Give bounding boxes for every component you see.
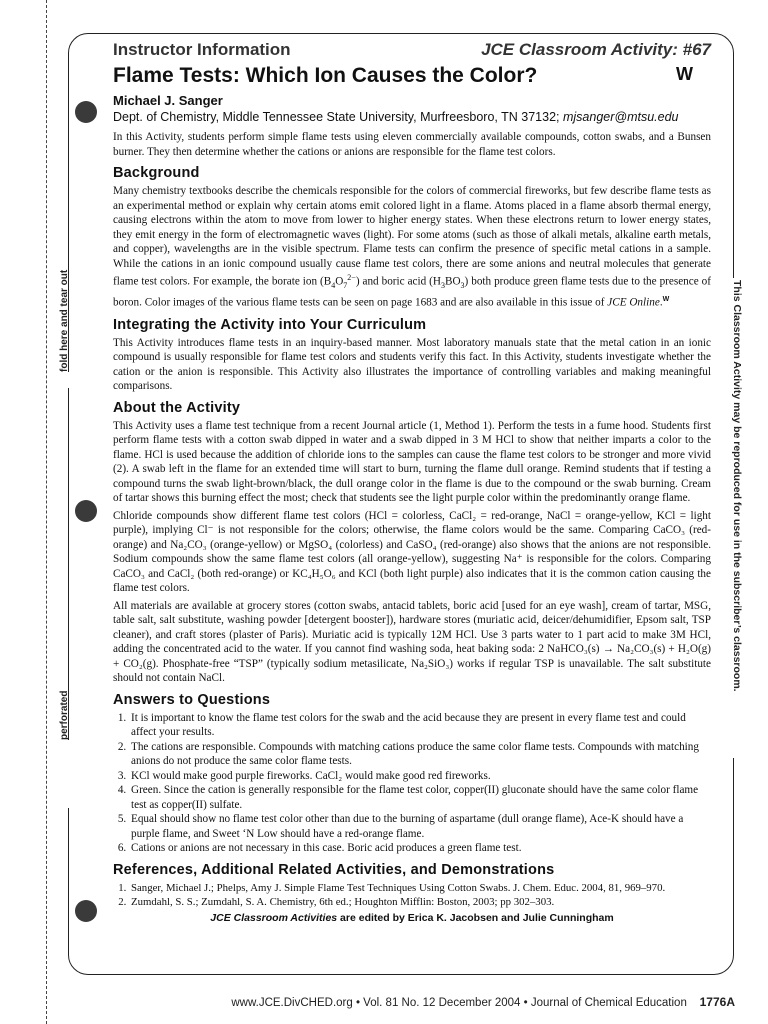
background-paragraph: Many chemistry textbooks describe the chemicals responsible for the colors of commercial fireworks, but few describe flame tests as an experimental method or explain why certain atoms emit colored light in a flame. Atoms placed in a flame absorb thermal energy, causing electrons within the atom to move from lower to higher energy states. When these electrons return to lower energy states, they emit energy in the form of electromagnetic waves (light). For some atoms (such as those of alkali metals, alkaline earth metals, and copper), wavelengths are in the visible spectrum. Flame tests can confirm the presence of specific metal cations in a sample. While the cations in an ionic compound usually cause flame test colors, there are some anions and neutral molecules that generate flame test colors. For example, the borate ion $(B_4O_7^{2-})$ and boric acid $(H_3BO_3)$ both produce green flame tests due to the presence of boron. Color images of the various flame tests can be seen on page 1683 and are also available in this issue of JCE Online.$^W$ [113, 185, 711, 310]
about-heading: About the Activity [113, 399, 241, 416]
author: Michael J. Sanger [113, 93, 223, 108]
header [113, 40, 711, 60]
about-paragraph-1: This Activity uses a flame test technique from a recent Journal article (1, Method 1). Perform the tests in a fume hood. Students first perform flame tests with a cotton swab dipped in water and a swab dipped in 3 M HCl to show that neither imparts a color to the flame. HCl is used because the addition of chloride ions to the samples can cause the flame test colors to be stronger and more vivid (2). A swab left in the flame for an extended time will start to burn, turning the flame dull orange. Remind students that if testing a compound turns the swab light-brown/black, the dull orange color in the flame is due to the compound or the swab burning. Cream of tartar shows this burning effect the most; check that students see the light purple color within the predominantly orange flame. [113, 419, 711, 505]
references-list [113, 881, 711, 910]
references-heading: References, Additional Related Activities, and Demonstrations [113, 861, 555, 878]
curriculum-heading: Integrating the Activity into Your Curriculum [113, 316, 427, 333]
page-number: 1776A [699, 995, 735, 1009]
reference-item: 2. Zumdahl, S. S.; Zumdahl, S. A. Chemistry, 6th ed.; Houghton Mifflin: Boston, 2003; pp 302–303. [129, 895, 711, 910]
curriculum-paragraph: This Activity introduces flame tests in an inquiry-based manner. Most laboratory manuals state that the metal cation in an ionic compound is usually responsible for flame test colors and students verify this fact. In this Activity, students investigate whether the cation or the anion is responsible. This Activity also illustrates the importance of controlling variables and making meaningful comparisons. [113, 336, 711, 393]
header-right: JCE Classroom Activity: #67 [481, 40, 711, 59]
footer-text: www.JCE.DivCHED.org • Vol. 81 No. 12 December 2004 • Journal of Chemical Education [231, 997, 687, 1009]
answer-item: 5. Equal should show no flame test color other than due to the burning of aspartame (dull orange flame), Ace-K should have a purple flame, and Sweet ‘N Low should have a red-orange flame. [129, 812, 711, 841]
answer-item: 2. The cations are responsible. Compounds with matching cations produce the same color flame tests. Compounds with matching anions do not produce the same color flame tests. [129, 740, 711, 769]
punch-hole-bottom [75, 900, 97, 922]
about-paragraph-2: Chloride compounds show different flame test colors (HCl = colorless, CaCl₂ = red-orange, NaCl = orange-yellow, KCl = light purple), implying Cl⁻ is not responsible for the colors; otherwise, the flame colors would be the same. Comparing CaCO₃ (red-orange) and Na₂CO₃ (orange-yellow) or MgSO₄ (colorless) and CaSO₄ (red-orange) also shows that the anions are not responsible. Sodium compounds show the same flame test colors (all orange-yellow), suggesting Na⁺ is responsible for the colors. Comparing CaCO₃ and CaCl₂ (both red-orange) or KC₄H₅O₆ and KCl (both light purple) also indicates that it is the common cation causing the flame test colors. [113, 509, 711, 595]
editor-note: JCE Classroom Activities are edited by Erica K. Jacobsen and Julie Cunningham [210, 911, 614, 924]
reproduction-notice: This Classroom Activity may be reproduced for use in the subscriber’s classroom. [731, 280, 743, 692]
fold-label: fold here and tear out [59, 269, 70, 372]
header-left: Instructor Information [113, 40, 291, 59]
background-heading: Background [113, 165, 200, 181]
punch-hole-top [75, 101, 97, 123]
about-paragraph-3: All materials are available at grocery stores (cotton swabs, antacid tablets, boric acid [used for an eye wash], cream of tartar, MSG, table salt, salt substitute, washing powder [detergent booster]), hardware stores (muriatic acid, deicer/dehumidifier, Epsom salt, TSP cleaner), and craft stores (plaster of Paris). Muriatic acid is typically 12M HCl. Use 3 parts water to 1 part acid to make 3M HCl, adding the concentrated acid to the water. If you cannot find washing soda, heat baking soda: 2 NaHCO₃(s) → Na₂CO₃(s) + H₂O(g) + CO₂(g). Phosphate-free “TSP” (typically sodium metasilicate, Na₂SiO₃) works if regular TSP is unavailable. The salt substitute should not contain NaCl. [113, 599, 711, 685]
answer-item: 6. Cations or anions are not necessary in this case. Boric acid produces a green flame test. [129, 841, 711, 856]
answers-list [113, 711, 711, 856]
intro-paragraph: In this Activity, students perform simple flame tests using eleven commercially available compounds, cotton swabs, and a Bunsen burner. They then determine whether the cations or anions are responsible for the flame test colors. [113, 131, 711, 158]
page-title [113, 64, 711, 88]
article [113, 40, 711, 924]
email-link[interactable]: mjsanger@mtsu.edu [562, 110, 679, 124]
answers-heading: Answers to Questions [113, 691, 271, 708]
web-icon: W [676, 64, 693, 84]
affiliation-text: Dept. of Chemistry, Middle Tennessee State University, Murfreesboro, TN 37132; [113, 110, 560, 124]
answer-item: 4. Green. Since the cation is generally responsible for the flame test color, copper(II) gluconate should have the same color flame test as copper(II) sulfate. [129, 783, 711, 812]
title-text: Flame Tests: Which Ion Causes the Color? [113, 64, 538, 87]
footer [155, 995, 735, 1009]
reference-item: 1. Sanger, Michael J.; Phelps, Amy J. Simple Flame Test Techniques Using Cotton Swabs. J. Chem. Educ. 2004, 81, 969–970. [129, 881, 711, 896]
answer-item: 3. KCl would make good purple fireworks. CaCl₂ would make good red fireworks. [129, 769, 711, 784]
web-icon-small: W [662, 296, 670, 304]
cut-line [46, 0, 47, 1024]
affiliation [113, 110, 711, 124]
punch-hole-middle [75, 500, 97, 522]
answer-item: 1. It is important to know the flame test colors for the swab and the acid because they are present in every flame test and could affect your results. [129, 711, 711, 740]
perforated-label: perforated [59, 690, 70, 740]
